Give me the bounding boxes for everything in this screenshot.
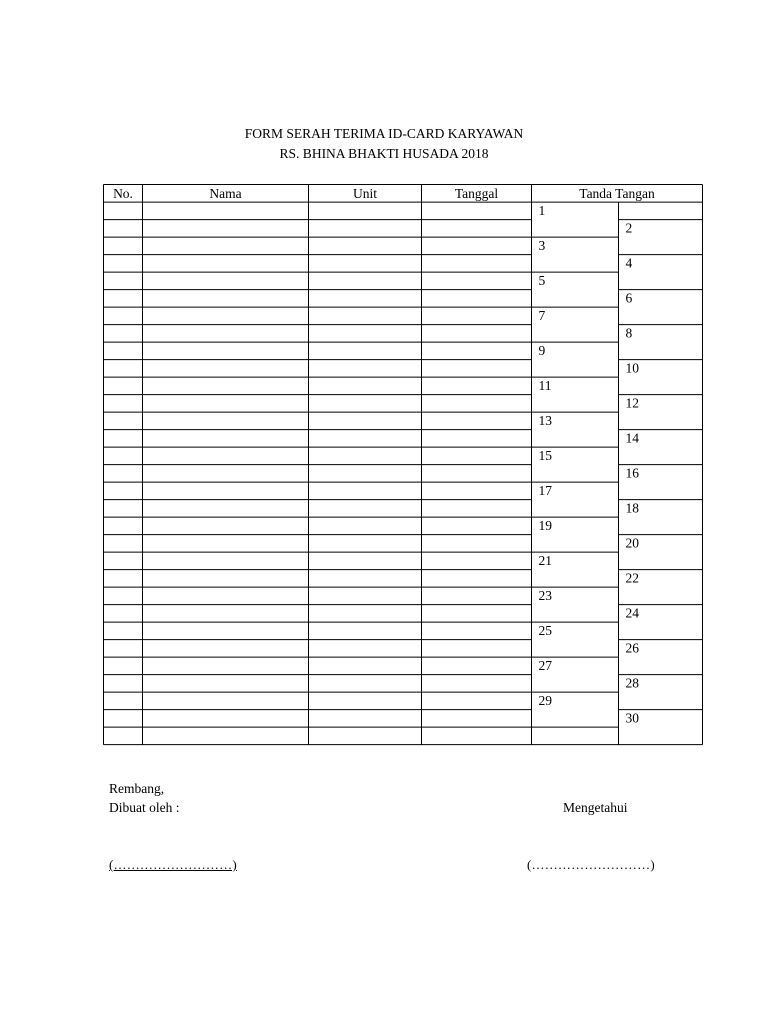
- signature-number: 30: [625, 710, 639, 726]
- signature-number: 25: [538, 623, 552, 639]
- signature-number: 9: [538, 343, 546, 359]
- place-label: Rembang,: [109, 781, 165, 796]
- signature-number: 8: [625, 325, 633, 341]
- signature-number: 24: [625, 605, 639, 621]
- signature-number: 28: [625, 675, 639, 691]
- signature-number: 12: [625, 395, 639, 411]
- signature-number: 18: [625, 500, 639, 516]
- signature-number: 6: [625, 290, 633, 306]
- signature-number: 2: [625, 220, 633, 236]
- form-title: FORM SERAH TERIMA ID-CARD KARYAWAN: [244, 126, 524, 141]
- header-unit: Unit: [352, 186, 378, 201]
- signature-number: 15: [538, 448, 552, 464]
- signature-number: 5: [538, 273, 546, 289]
- signature-number: 17: [538, 483, 552, 499]
- signature-number: 1: [538, 203, 546, 219]
- header-tanda-tangan: Tanda Tangan: [579, 186, 655, 201]
- header-nama: Nama: [209, 186, 242, 201]
- header-no: No.: [113, 186, 133, 201]
- signature-number: 11: [538, 378, 552, 394]
- signature-number: 14: [625, 430, 639, 446]
- signature-number: 27: [538, 658, 552, 674]
- signature-number: 4: [625, 255, 633, 271]
- signature-number: 3: [538, 238, 546, 254]
- right-signature-line: (………………………): [527, 857, 655, 872]
- made-by-label: Dibuat oleh :: [109, 800, 180, 815]
- signature-number: 10: [625, 360, 639, 376]
- form-subtitle: RS. BHINA BHAKTI HUSADA 2018: [279, 146, 489, 161]
- signature-number: 22: [625, 570, 639, 586]
- signature-number: 20: [625, 535, 639, 551]
- signature-number: 16: [625, 465, 639, 481]
- signature-number: 21: [538, 553, 552, 569]
- signature-number: 26: [625, 640, 639, 656]
- signature-number: 23: [538, 588, 552, 604]
- signature-number: 29: [538, 693, 552, 709]
- signature-number: 7: [538, 308, 546, 324]
- left-signature-line: (………………………): [109, 857, 237, 872]
- signature-number: 13: [538, 413, 552, 429]
- header-tanggal: Tanggal: [454, 186, 499, 201]
- signature-number: 19: [538, 518, 552, 534]
- acknowledged-label: Mengetahui: [563, 800, 628, 815]
